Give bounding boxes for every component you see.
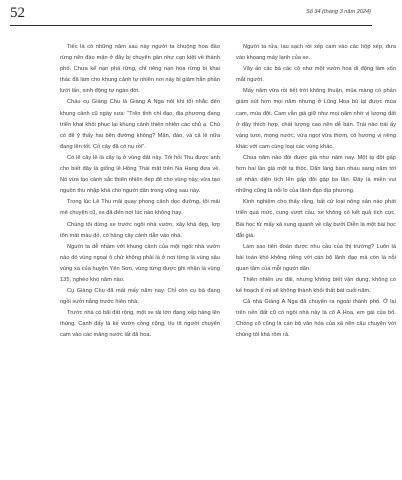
paragraph: Tiếc là có những năm sau này người ta chuộng hoa đào rừng nên đào mận ở đây bị chuyển gần như cạn kiệt về thành phố. Chưa kể nạn phá rừng, chỉ riêng nạn hoa rừng bị khai thác đã làm cho khung cảnh tự nhiên nơi này bị giảm hẳn phần lưới lấn, sinh động tự ngàn đời. xyxy=(60,44,220,95)
paragraph: Trước nhà có bãi đất rộng, một xe tải lớn đang xếp hàng lên thùng. Cạnh đấy là kế vườn cồng cộng, tìu tít người chuyển cam vào các mảng nước lất đã hoa. xyxy=(60,310,220,339)
header-divider xyxy=(10,25,372,26)
paragraph: Cháu cụ Giàng Chu là Giàng A Nga nói khi tôi nhắc đến khung cảnh cũ ngày xưa: "Trên tỉnh chỉ đạo, địa phương đang triển khai khôi phục lại khung cảnh thiên nhiên các chủ ạ. Chú có để ý thấy hai bên đường không? Mận, đào, và cả lê nữa đang lên tốt. Cỏ cây đã có nụ rồi". xyxy=(60,99,220,150)
paragraph: Người ta rửa, lau sạch rồi xếp cam vào các hộp xếp, đưa vào khoang máy lạnh của xe. xyxy=(236,44,396,62)
page-number: 52 xyxy=(10,5,25,21)
paragraph: Người ta dễ nhầm với khung cảnh của một ngôi nhà vườn nào đó vùng ngoại ô chứ không phải là ở nơi từng là vùng sâu vùng xa của huyện Yên Sơn, vùng từng được ghi nhận là vùng 135, nghèo khó năm nào. xyxy=(60,243,220,283)
paragraph: Mấy năm vừa rồi tiết trời không thuận, mùa màng có phần giảm sút hơn mọi năm nhưng ở Lũng Hoa bù lại được mùa cam, mùa đột. Cam vẫn giá giữ như mọi năm nhờ vị lượng đất ở đây thích hợp, chất lượng cao nên dễ bán. Trái nào trái ấy vàng tươi, mọng nước, vừa ngọt vừa thơm, có hương vị riêng khác với cam cùng loại các vùng khác. xyxy=(236,88,396,150)
paragraph: Cụ Giàng Chu đã mất mấy năm nay. Chỉ còn cụ bà đang ngồi sưởi nắng trước hiên nhà. xyxy=(60,288,220,306)
article-column-right xyxy=(236,42,396,342)
paragraph: Trong lúc Lê Thu mải quay phong cảnh dọc đường, tôi mải mê chuyện cũ, xe đã đến nơi lúc nào không hay. xyxy=(60,199,220,217)
paragraph: Cả nhà Giàng A Nga đã chuyển ra ngoài thành phố. Ở lại trên nền đất cũ có ngôi nhà này là cô A Hoa, em gái của bố. Chồng cô cũng là cán bộ văn hóa của xã nên câu chuyện với chúng tôi khá rôm rả. xyxy=(236,299,396,339)
article-column-left xyxy=(60,42,220,342)
paragraph: Chúng tôi dừng xe trước ngôi nhà vườn, xây khá đẹp, lợp tôn mát màu đỏ, có hàng cây cảnh dẫn vào nhà. xyxy=(60,221,220,239)
page-header xyxy=(0,0,402,40)
paragraph: Thiên nhiên ưu đãi, nhưng không biết vận dụng, không có kế hoạch tỉ mỉ sẽ không thành khối thất bát cuối năm. xyxy=(236,276,396,295)
paragraph: Làm sao tiên đoán được nhu cầu của thị trường? Luôn là bài toán khó không riêng với cán bộ lãnh đạo mà còn là nỗi quan tâm của mỗi người dân. xyxy=(236,243,396,272)
paragraph: Có lẽ cây lê là cây lạ ở vùng đất này. Tôi hỏi Thu được anh cho biết đây là giống lê Hồng Thái mặt trên Na Hang đưa về. Nó vừa tạo cảnh sắc thiên nhiên đẹp đẽ cho vùng này, vừa tạo nguồn thu nhập khá cho người dân trong vùng sau này. xyxy=(60,154,220,195)
paragraph: Vây ấo các bà các cô như một vườn hoa di động làm xốn mắt người. xyxy=(236,66,396,84)
issue-label: Số 34 (tháng 3 năm 2024) xyxy=(306,9,371,15)
paragraph: Chúa năm nào đói được giá như năm nay. Một tạ đột gấp hơn hai lần giá một tạ thóc. Dân làng bàn nhau sang năm tới sẽ nhân diện tích lên gấp đôi gấp ba lần. Đây là miền vui những cũng là nỗi lo của lãnh đạo địa phương. xyxy=(236,154,396,195)
paragraph: Kinh nghiệm cho thấy rằng, bất cứ loại nông sản nào phát triển quá mức, cung vượt cầu, xe không có kết quả tích cực. Bài học từ mấy xã xung quanh về cây bưởi Diễn là một bài học đắt giá. xyxy=(236,199,396,239)
